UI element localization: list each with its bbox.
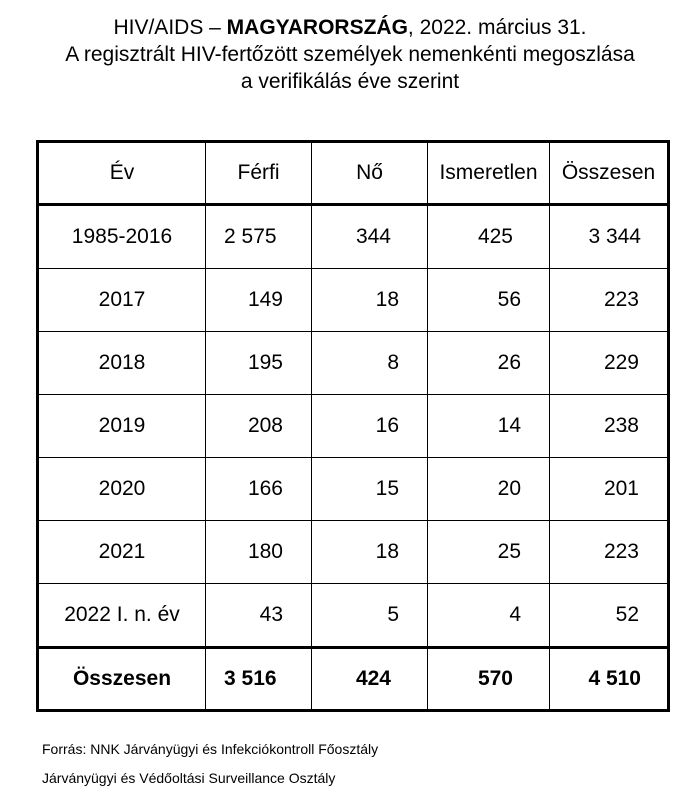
cell-ferfi: 208 xyxy=(206,395,312,458)
cell-no: 18 xyxy=(312,521,428,584)
table-row xyxy=(38,458,669,521)
cell-year: 2019 xyxy=(38,395,206,458)
total-label: Összesen xyxy=(38,648,206,711)
cell-ismeretlen: 4 xyxy=(428,584,550,648)
cell-ferfi: 166 xyxy=(206,458,312,521)
title-prefix: HIV/AIDS – xyxy=(113,16,227,39)
cell-ismeretlen: 25 xyxy=(428,521,550,584)
cell-year: 2021 xyxy=(38,521,206,584)
source-line-2: Járványügyi és Védőoltási Surveillance Osztály xyxy=(42,770,336,786)
cell-ferfi: 2 575 xyxy=(206,205,312,269)
header-ismeretlen: Ismeretlen xyxy=(428,142,550,205)
table-header-row xyxy=(38,142,669,205)
header-no: Nő xyxy=(312,142,428,205)
cell-osszesen: 223 xyxy=(550,269,669,332)
total-ismeretlen: 570 xyxy=(428,648,550,711)
title-line-3: a verifikálás éve szerint xyxy=(240,70,460,93)
table-row xyxy=(38,395,669,458)
title-line-2: A regisztrált HIV-fertőzött személyek nemenkénti megoszlása xyxy=(65,43,635,66)
table-row xyxy=(38,332,669,395)
cell-year: 1985-2016 xyxy=(38,205,206,269)
total-ferfi: 3 516 xyxy=(206,648,312,711)
cell-year: 2020 xyxy=(38,458,206,521)
title-date: , 2022. március 31. xyxy=(407,16,587,39)
table-row xyxy=(38,521,669,584)
cell-osszesen: 223 xyxy=(550,521,669,584)
table-row xyxy=(38,205,669,269)
cell-osszesen: 229 xyxy=(550,332,669,395)
cell-year: 2018 xyxy=(38,332,206,395)
total-no: 424 xyxy=(312,648,428,711)
cell-year: 2022 I. n. év xyxy=(38,584,206,648)
cell-ferfi: 149 xyxy=(206,269,312,332)
cell-osszesen: 201 xyxy=(550,458,669,521)
header-ferfi: Férfi xyxy=(206,142,312,205)
header-osszesen: Összesen xyxy=(550,142,669,205)
cell-no: 18 xyxy=(312,269,428,332)
hiv-data-table xyxy=(36,140,670,712)
cell-ismeretlen: 26 xyxy=(428,332,550,395)
cell-osszesen: 238 xyxy=(550,395,669,458)
cell-osszesen: 52 xyxy=(550,584,669,648)
table-total-row xyxy=(38,648,669,711)
cell-osszesen: 3 344 xyxy=(550,205,669,269)
cell-no: 5 xyxy=(312,584,428,648)
cell-ismeretlen: 14 xyxy=(428,395,550,458)
title-country: MAGYARORSZÁG xyxy=(226,16,408,39)
table-row xyxy=(38,584,669,648)
cell-no: 8 xyxy=(312,332,428,395)
source-line-1: Forrás: NNK Járványügyi és Infekciókontroll Főosztály xyxy=(42,741,379,757)
cell-no: 15 xyxy=(312,458,428,521)
cell-ismeretlen: 425 xyxy=(428,205,550,269)
cell-no: 16 xyxy=(312,395,428,458)
page-title xyxy=(0,14,700,95)
cell-ismeretlen: 56 xyxy=(428,269,550,332)
total-osszesen: 4 510 xyxy=(550,648,669,711)
title-line-1 xyxy=(0,14,700,41)
cell-ferfi: 180 xyxy=(206,521,312,584)
cell-ferfi: 195 xyxy=(206,332,312,395)
cell-no: 344 xyxy=(312,205,428,269)
cell-ismeretlen: 20 xyxy=(428,458,550,521)
cell-year: 2017 xyxy=(38,269,206,332)
cell-ferfi: 43 xyxy=(206,584,312,648)
header-ev: Év xyxy=(38,142,206,205)
table-row xyxy=(38,269,669,332)
